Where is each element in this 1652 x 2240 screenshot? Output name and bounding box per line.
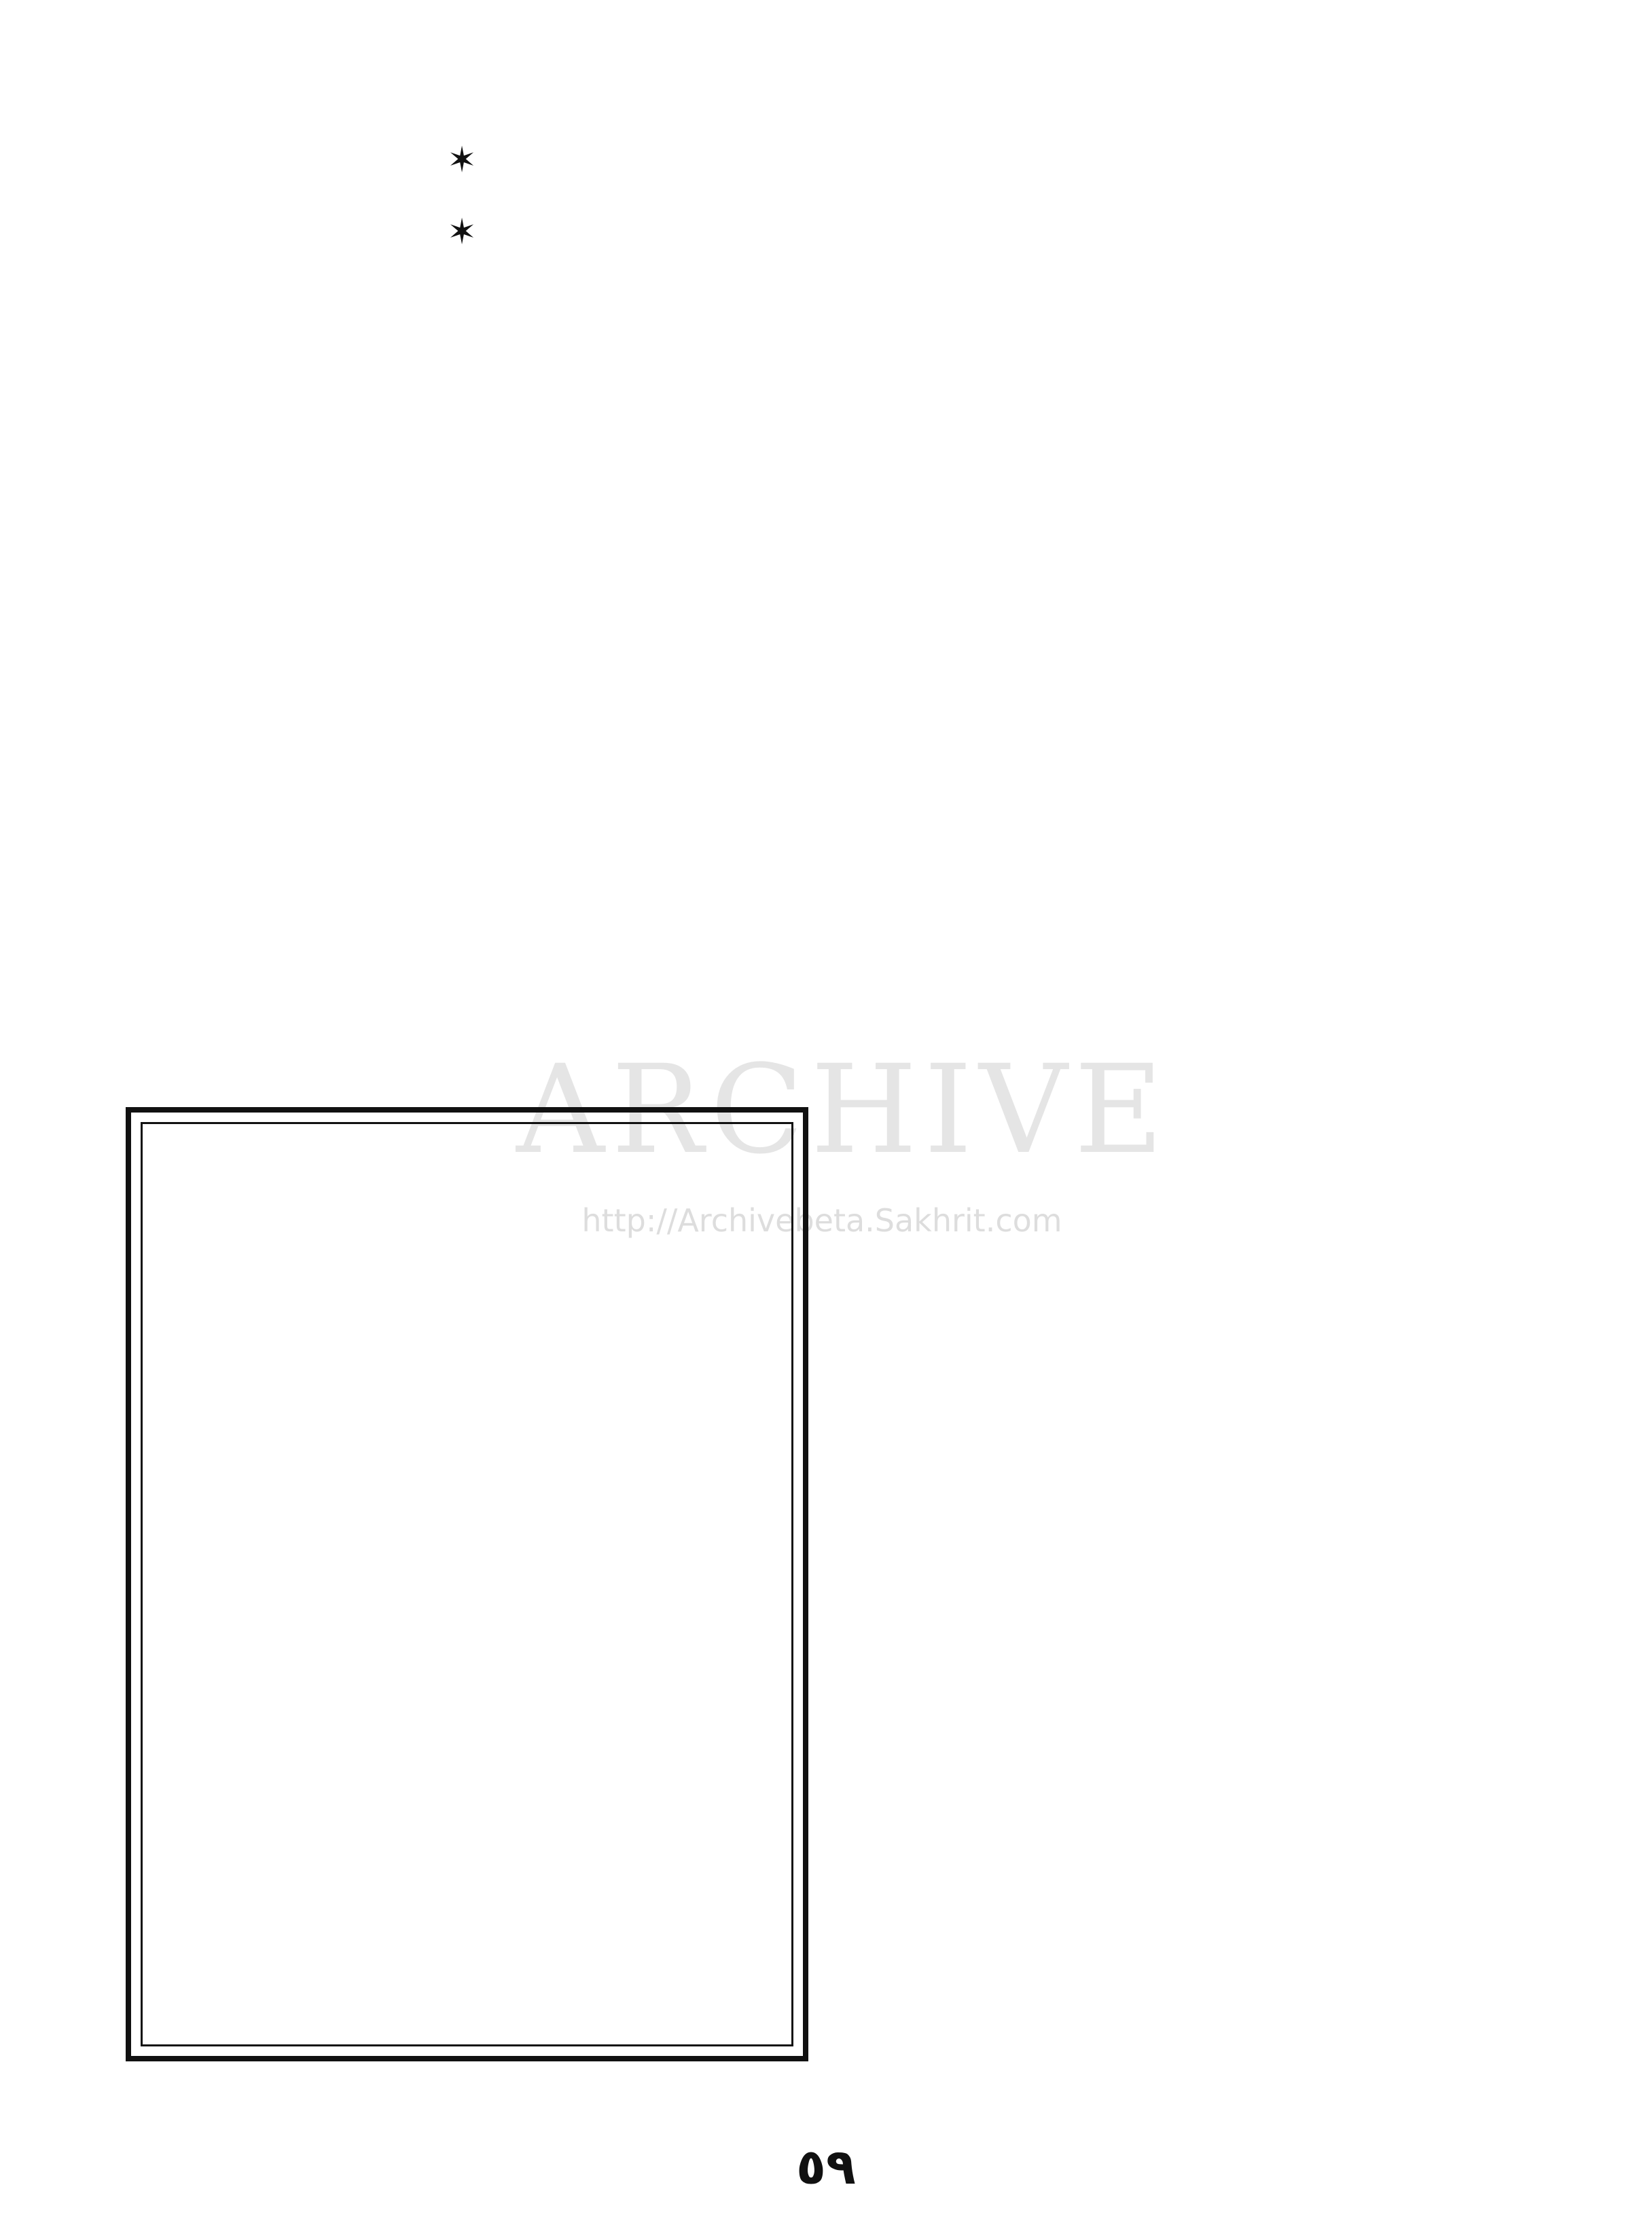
book-advertisement [126, 1107, 808, 2061]
right-article-column [869, 109, 1590, 140]
archive-watermark: ARCHIVE [516, 1039, 1170, 1181]
page-number: ٥٩ [796, 2138, 856, 2195]
archive-watermark-url: http://Archivebeta.Sakhrit.com [581, 1202, 1062, 1239]
advertisement-inner-border [141, 1122, 793, 2046]
left-article-column [102, 109, 822, 284]
section-separator: ✶ [447, 212, 477, 253]
section-separator: ✶ [447, 140, 477, 181]
